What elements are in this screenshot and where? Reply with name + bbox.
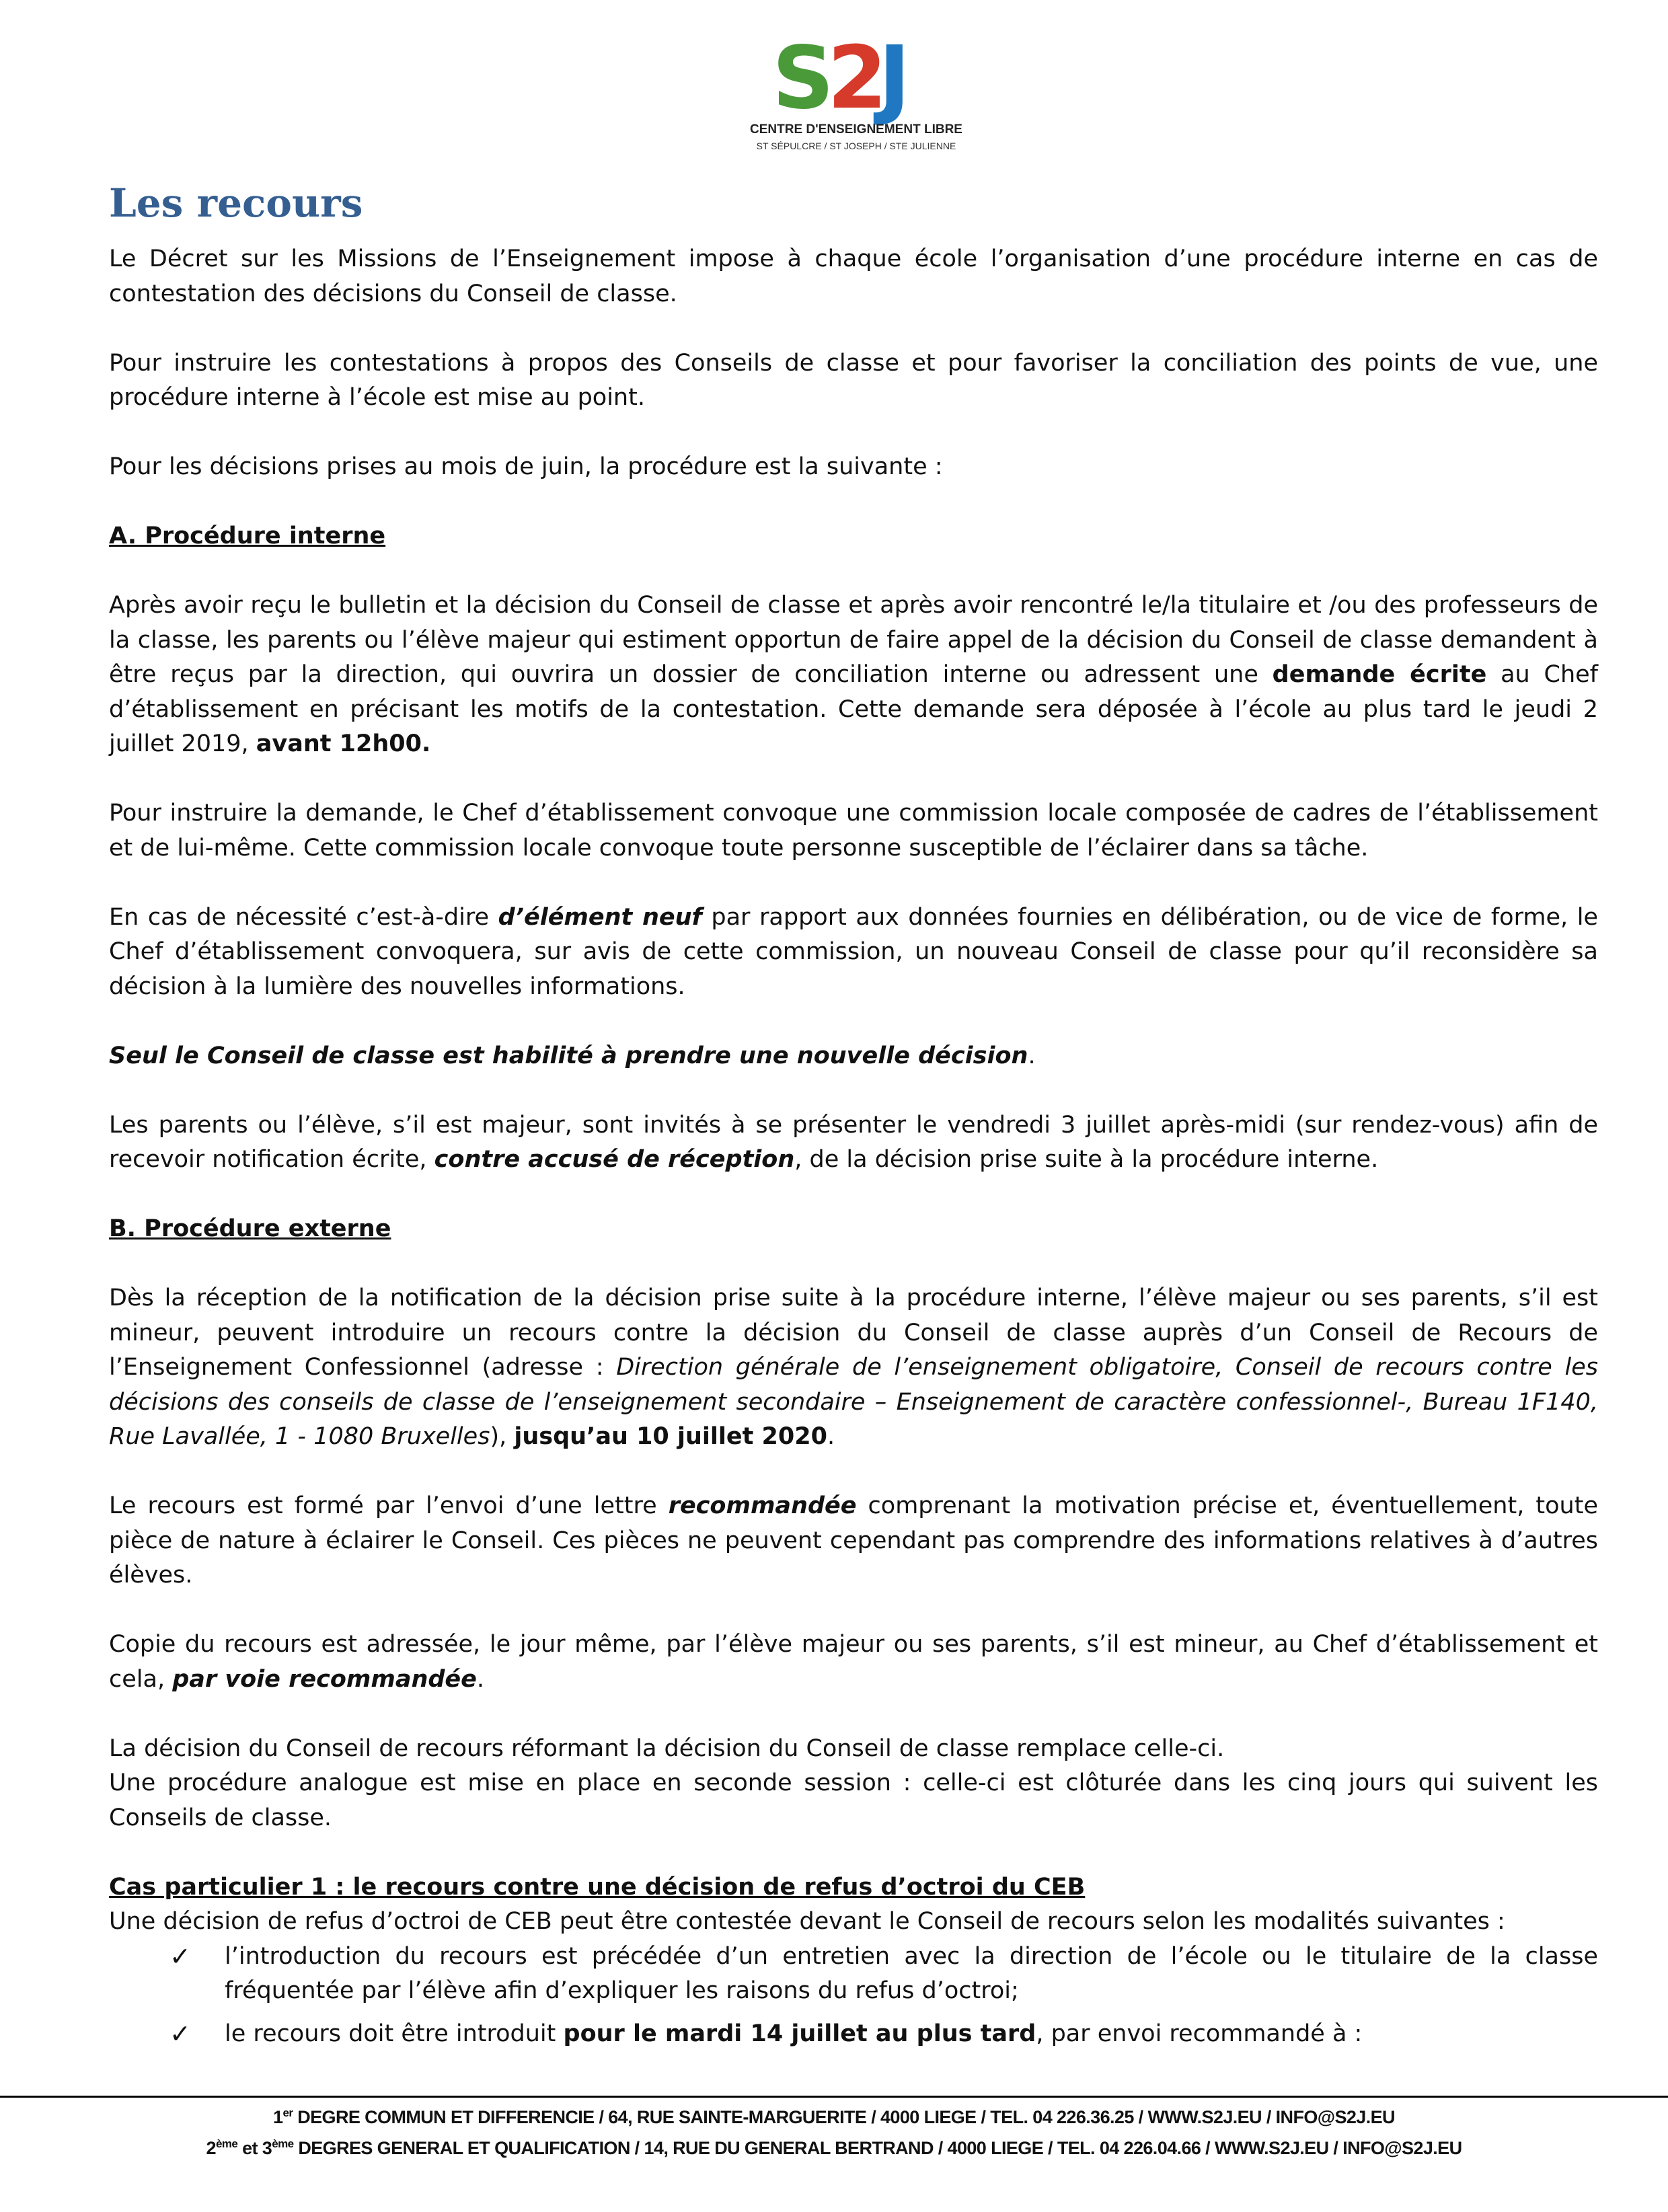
footer bbox=[0, 2100, 1668, 2162]
s2j-logo bbox=[750, 28, 962, 167]
svg-text:ST SÉPULCRE / ST JOSEPH / STE: ST SÉPULCRE / ST JOSEPH / STE JULIENNE bbox=[756, 141, 956, 151]
checkmark-icon: ✓ bbox=[169, 1941, 191, 1971]
section-b-paragraph-3: Copie du recours est adressée, le jour même, par l’élève majeur ou ses parents, s’il est mineur, au Chef d’établissement et cela, par voie recommandée. bbox=[109, 1631, 1598, 1693]
intro-paragraph-3: Pour les décisions prises au mois de juin, la procédure est la suivante : bbox=[109, 453, 943, 480]
section-a-paragraph-4: Seul le Conseil de classe est habilité à prendre une nouvelle décision. bbox=[109, 1042, 1036, 1069]
case-1-list bbox=[109, 1940, 1598, 2052]
footer-divider bbox=[0, 2096, 1668, 2098]
list-item: ✓ l’introduction du recours est précédée d’un entretien avec la direction de l’école ou le titulaire de la classe fréquentée par l’élève afin d’expliquer les raisons du refus d’octroi; bbox=[109, 1940, 1598, 2009]
svg-text:S: S bbox=[772, 28, 835, 128]
svg-text:2: 2 bbox=[827, 28, 888, 128]
svg-text:CENTRE D'ENSEIGNEMENT LIBRE: CENTRE D'ENSEIGNEMENT LIBRE bbox=[750, 122, 962, 137]
page-title: Les recours bbox=[109, 180, 363, 226]
section-a-paragraph-2: Pour instruire la demande, le Chef d’établissement convoque une commission locale composée de cadres de l’établissement et de lui-même. Cette commission locale convoque toute personne susceptible de l’éclairer dans sa tâche. bbox=[109, 800, 1598, 862]
section-a-paragraph-5: Les parents ou l’élève, s’il est majeur, sont invités à se présenter le vendredi 3 juillet après-midi (sur rendez-vous) afin de recevoir notification écrite, contre accusé de réception, de la décision prise suite à la procédure interne. bbox=[109, 1111, 1598, 1173]
section-b-paragraph-4: La décision du Conseil de recours réformant la décision du Conseil de classe remplace celle-ci. bbox=[109, 1734, 1225, 1762]
intro-paragraph-2: Pour instruire les contestations à propos des Conseils de classe et pour favoriser la conciliation des points de vue, une procédure interne à l’école est mise au point. bbox=[109, 349, 1598, 411]
document-body bbox=[109, 176, 1598, 2059]
section-a-paragraph-1: Après avoir reçu le bulletin et la décision du Conseil de classe et après avoir rencontré le/la titulaire et /ou des professeurs de la classe, les parents ou l’élève majeur qui estiment opportun de faire appel de la décision du Conseil de classe demandent à être reçus par la direction, qui ouvrira un dossier de conciliation interne ou adressent une demande écrite au Chef d’établissement en précisant les motifs de la contestation. Cette demande sera déposée à l’école au plus tard le jeudi 2 juillet 2019, avant 12h00. bbox=[109, 592, 1598, 757]
intro-paragraph-1: Le Décret sur les Missions de l’Enseignement impose à chaque école l’organisation d’une procédure interne en cas de contestation des décisions du Conseil de classe. bbox=[109, 245, 1598, 307]
checkmark-icon: ✓ bbox=[169, 2018, 191, 2049]
section-a-heading: A. Procédure interne bbox=[109, 523, 386, 549]
footer-line-1: 1er DEGRE COMMUN ET DIFFERENCIE / 64, RUE SAINTE-MARGUERITE / 4000 LIEGE / TEL. 04 226.36.25 / WWW.S2J.EU / INFO@S2J.EU bbox=[273, 2106, 1395, 2127]
footer-line-2: 2ème et 3ème DEGRES GENERAL ET QUALIFICATION / 14, RUE DU GENERAL BERTRAND / 4000 LIEGE / TEL. 04 226.04.66 / WWW.S2J.EU / INFO@S2J.EU bbox=[206, 2137, 1462, 2158]
svg-text:J: J bbox=[878, 28, 911, 128]
section-b-paragraph-1: Dès la réception de la notification de la décision prise suite à la procédure interne, l’élève majeur ou ses parents, s’il est mineur, peuvent introduire un recours contre la décision du Conseil de classe auprès d’un Conseil de Recours de l’Enseignement Confessionnel (adresse : Direction générale de l’enseignement obligatoire, Conseil de recours contre les décisions des conseils de classe de l’enseignement secondaire – Enseignement de caractère confessionnel-, Bureau 1F140, Rue Lavallée, 1 - 1080 Bruxelles), jusqu’au 10 juillet 2020. bbox=[109, 1285, 1598, 1450]
list-item: ✓ le recours doit être introduit pour le mardi 14 juillet au plus tard, par envoi recommandé à : bbox=[109, 2017, 1598, 2052]
section-b-paragraph-5: Une procédure analogue est mise en place en seconde session : celle-ci est clôturée dans les cinq jours qui suivent les Conseils de classe. bbox=[109, 1769, 1598, 1831]
case-1-heading: Cas particulier 1 : le recours contre une décision de refus d’octroi du CEB bbox=[109, 1873, 1086, 1901]
section-b-heading: B. Procédure externe bbox=[109, 1215, 391, 1242]
section-a-paragraph-3: En cas de nécessité c’est-à-dire d’élément neuf par rapport aux données fournies en délibération, ou de vice de forme, le Chef d’établissement convoquera, sur avis de cette commission, un nouveau Conseil de classe pour qu’il reconsidère sa décision à la lumière des nouvelles informations. bbox=[109, 903, 1598, 1000]
section-b-paragraph-2: Le recours est formé par l’envoi d’une lettre recommandée comprenant la motivation précise et, éventuellement, toute pièce de nature à éclairer le Conseil. Ces pièces ne peuvent cependant pas comprendre des informations relatives à d’autres élèves. bbox=[109, 1492, 1598, 1589]
case-1-intro: Une décision de refus d’octroi de CEB peut être contestée devant le Conseil de recours selon les modalités suivantes : bbox=[109, 1908, 1505, 1935]
